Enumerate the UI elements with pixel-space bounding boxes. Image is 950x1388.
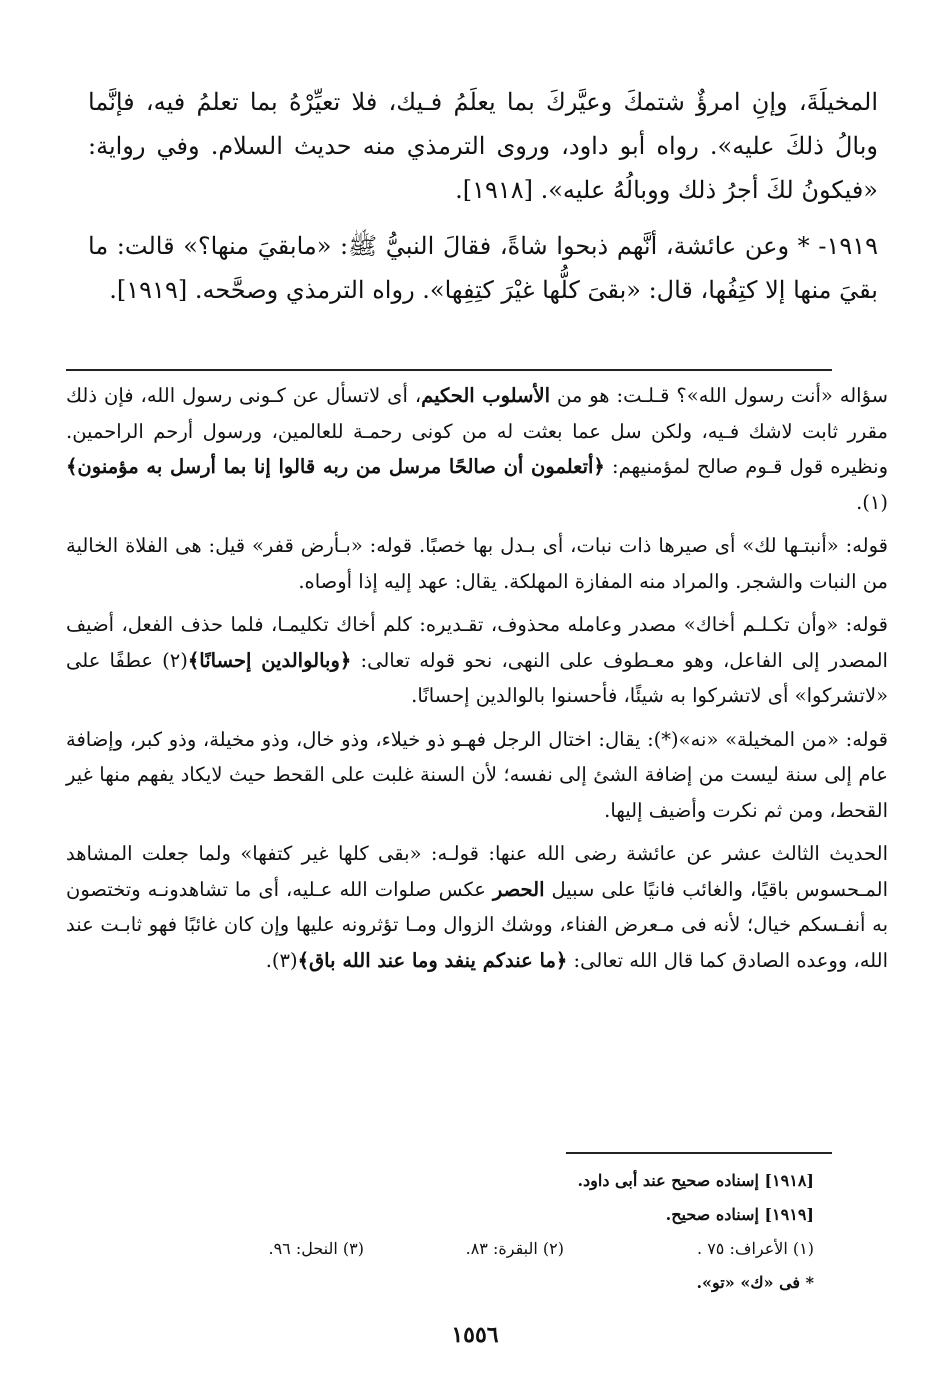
commentary-paragraph: قوله: «أنبتـها لك» أى صيرها ذات نبات، أى بـدل بها خصبًا. قوله: «بـأرض قفر» قيل: هى الفلاة الخالية من النبات والشجر. والمراد منه المفازة المهلكة. يقال: عهد إليه إذا أوصاه. [66, 534, 888, 593]
footnote-ref-1: (١) الأعراف: ٧٥ . [697, 1239, 814, 1258]
footnote-1918: [١٩١٨] إسناده صحيح عند أبى داود. [577, 1171, 814, 1190]
footnote-references [94, 1232, 814, 1266]
commentary-paragraph: الحديث الثالث عشر عن عائشة رضى الله عنها: قولـه: «بقى كلها غير كتفها» ولما جعلت المشاهد المـحسوس باقيًا، والغائب فانيًا على سبيل الحصر عكس صلوات الله عـليه، أى ما تشاهدونـه وتختصون به أنفـسكم خيال؛ لأنه فى مـعرض الفناء، ووشك الزوال ومـا تؤثرونه عليها وإن كان غائبًا فهو ثابـت عند الله، ووعده الصادق كما قال الله تعالى: ﴿ما عندكم ينفد وما عند الله باق﴾(٣). [66, 842, 888, 972]
commentary-paragraph: قوله: «من المخيلة» «نه»(*): يقال: اختال الرجل فهـو ذو خيلاء، وذو خال، وذو مخيلة، وذو كبر، وإضافة عام إلى سنة ليست من إضافة الشئ إلى نفسه؛ لأن السنة غلبت على القحط حيث لايكاد يفهم منها غير القحط، ومن ثم نكرت وأضيف إليها. [66, 727, 888, 822]
footnote-1919: [١٩١٩] إسناده صحيح. [665, 1205, 814, 1224]
commentary-paragraph: سؤاله «أنت رسول الله»؟ قـلـت: هو من الأسلوب الحكيم، أى لاتسأل عن كـونى رسول الله، فإن ذلك مقرر ثابت لاشك فـيه، ولكن سل عما بعثت له من كونى رحمـة للعالمين، ورسول أرحم الراحمين. ونظيره قول قـوم صالح لمؤمنيهم: ﴿أتعلمون أن صالحًا مرسل من ربه قالوا إنا بما أرسل به مؤمنون﴾(١). [66, 384, 888, 514]
hadith-1919-paragraph: ١٩١٩- * وعن عائشة، أنَّهم ذبحوا شاةً، فقالَ النبيُّ ﷺ: «مابقيَ منها؟» قالت: ما بقيَ منها إلا كتِفُها، قال: «بقىَ كلُّها غيْرَ كتِفِها». رواه الترمذي وصحَّحه. [١٩١٩]. [88, 232, 878, 304]
hadith-1918-paragraph: المخيلَةَ، وإنِ امرؤٌ شتمكَ وعيَّركَ بما يعلَمُ فـيك، فلا تعيِّرْهُ بما تعلمُ فيه، فإنَّما وبالُ ذلكَ عليه». رواه أبو داود، وروى الترمذي منه حديث السلام. وفي رواية: «فيكونُ لكَ أجرُ ذلك ووبالُهُ عليه». [١٩١٨]. [88, 88, 878, 204]
hadith-text [88, 80, 878, 312]
footnotes [94, 1164, 814, 1300]
page-number: ١٥٥٦ [451, 1322, 499, 1348]
separator-rule [66, 369, 832, 371]
footnote-ref-2: (٢) البقرة: ٨٣. [465, 1239, 564, 1258]
commentary-paragraph: قوله: «وأن تكـلـم أخاك» مصدر وعامله محذوف، تقـديره: كلم أخاك تكليمـا، فلما حذف الفعل، أضيف المصدر إلى الفاعل، وهو معـطوف على النهى، نحو قوله تعالى: ﴿وبالوالدين إحسانًا﴾(٢) عطفًا على «لاتشركوا» أى لاتشركوا به شيئًا، فأحسنوا بالوالدين إحسانًا. [66, 613, 888, 707]
footnote-star: * فى «ك» «تو». [696, 1273, 814, 1292]
footnote-rule [566, 1152, 832, 1154]
footnote-ref-3: (٣) النحل: ٩٦. [268, 1239, 364, 1258]
commentary-section [66, 378, 888, 978]
